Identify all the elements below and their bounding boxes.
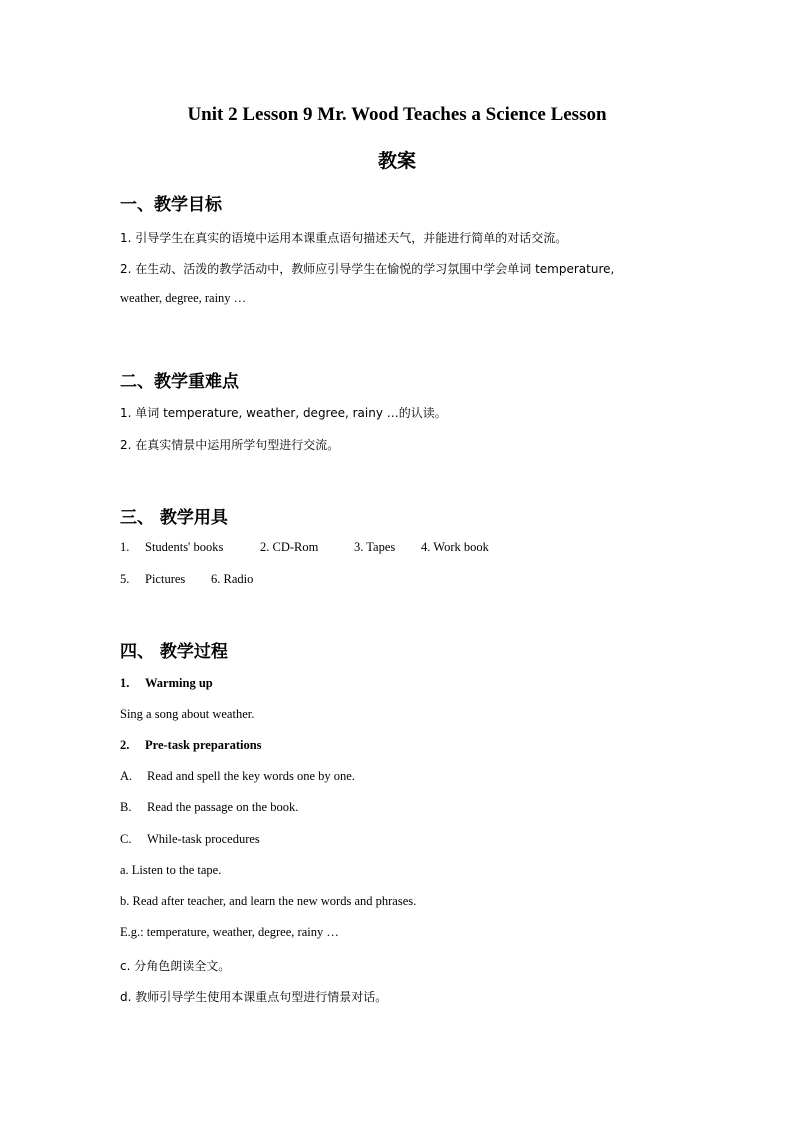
item-b-label: B. xyxy=(120,800,132,814)
document-subtitle: 教案 xyxy=(377,150,416,172)
key-point-line-1: 1. 单词 temperature, weather, degree, rainy …的认读。 xyxy=(120,406,447,420)
aid-cd-rom: 2. CD-Rom xyxy=(260,540,319,554)
key-point-line-2: 2. 在真实情景中运用所学句型进行交流。 xyxy=(120,438,340,452)
step-2-number: 2. xyxy=(120,738,130,752)
sub-item-b: b. Read after teacher, and learn the new words and phrases. xyxy=(120,894,417,908)
sub-item-d: d. 教师引导学生使用本课重点句型进行情景对话。 xyxy=(120,990,388,1004)
section-heading-objectives: 一、教学目标 xyxy=(120,195,222,215)
sub-item-c: c. 分角色朗读全文。 xyxy=(120,959,231,973)
item-c-text: While-task procedures xyxy=(147,832,260,846)
step-1-text: Sing a song about weather. xyxy=(120,707,255,721)
objective-line-1: 1. 引导学生在真实的语境中运用本课重点语句描述天气，并能进行简单的对话交流。 xyxy=(120,231,568,245)
step-1-title: Warming up xyxy=(145,676,213,690)
aid-pictures: Pictures xyxy=(145,572,186,586)
aid-work-book: 4. Work book xyxy=(421,540,489,554)
sub-item-a: a. Listen to the tape. xyxy=(120,863,222,877)
step-1-number: 1. xyxy=(120,676,130,690)
item-c-label: C. xyxy=(120,832,132,846)
step-2-title: Pre-task preparations xyxy=(145,738,262,752)
document-title: Unit 2 Lesson 9 Mr. Wood Teaches a Science Lesson xyxy=(187,104,607,125)
section-heading-key-points: 二、教学重难点 xyxy=(120,372,239,392)
aid-tapes: 3. Tapes xyxy=(354,540,396,554)
aid-radio: 6. Radio xyxy=(211,572,254,586)
objective-line-3: weather, degree, rainy … xyxy=(120,291,247,305)
item-a-label: A. xyxy=(120,769,133,783)
section-heading-process: 四、 教学过程 xyxy=(120,642,228,662)
objective-line-2: 2. 在生动、活泼的教学活动中，教师应引导学生在愉悦的学习氛围中学会单词 temperature, xyxy=(120,262,615,276)
aid-num-1: 1. xyxy=(120,540,130,554)
item-a-text: Read and spell the key words one by one. xyxy=(147,769,355,783)
aid-students-books: Students' books xyxy=(145,540,224,554)
section-heading-teaching-aids: 三、 教学用具 xyxy=(120,508,228,528)
item-b-text: Read the passage on the book. xyxy=(147,800,299,814)
aid-num-5: 5. xyxy=(120,572,130,586)
sub-item-eg: E.g.: temperature, weather, degree, rainy … xyxy=(120,925,339,939)
